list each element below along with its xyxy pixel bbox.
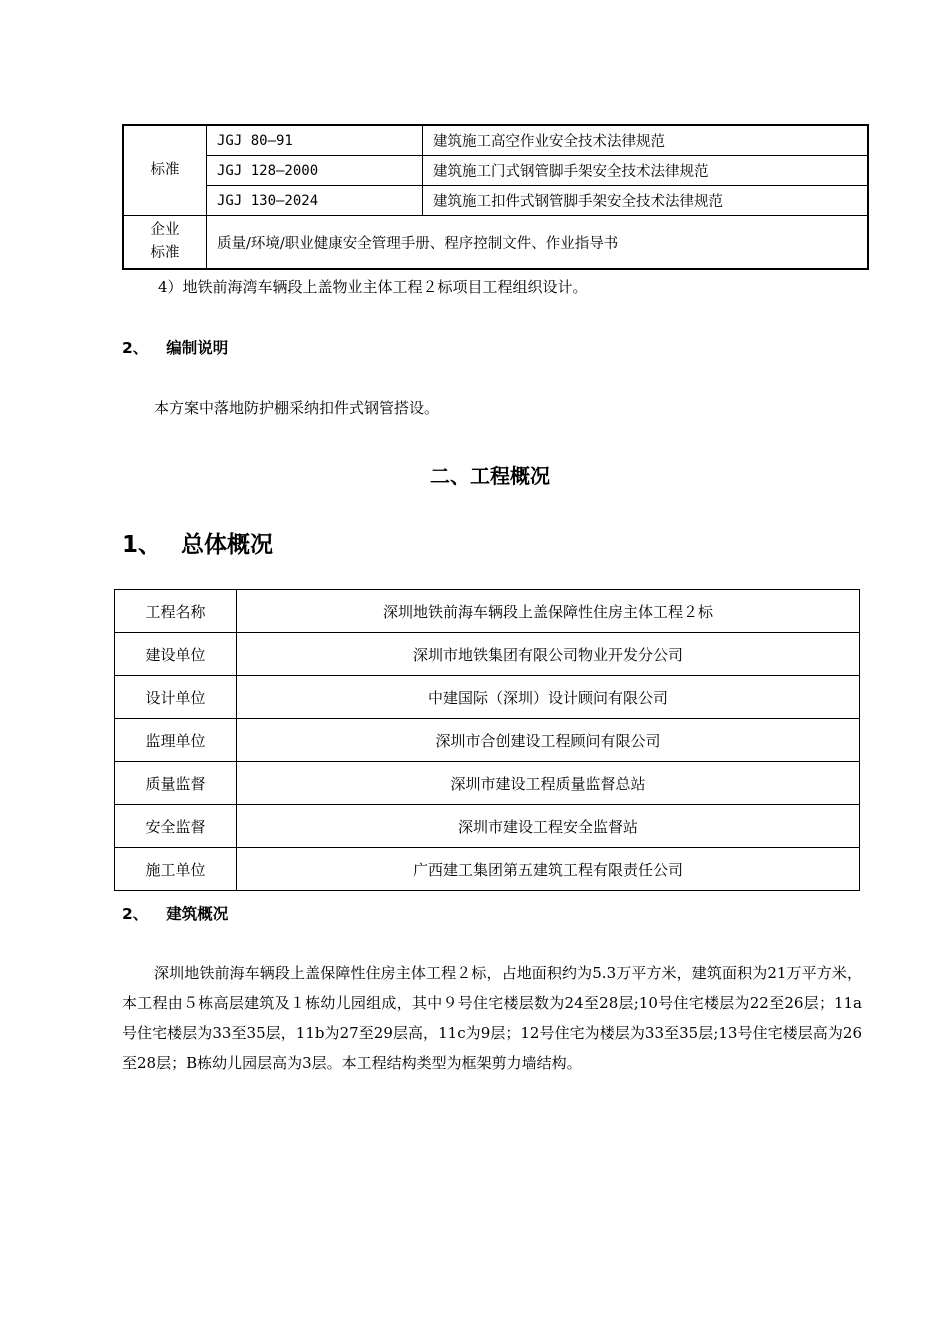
standard-name: 建筑施工扣件式钢管脚手架安全技术法律规范	[423, 186, 869, 216]
overview-value: 深圳市建设工程安全监督站	[237, 805, 860, 848]
table-row	[115, 805, 860, 848]
overview-value: 深圳市地铁集团有限公司物业开发分公司	[237, 633, 860, 676]
subsection-heading	[122, 526, 273, 559]
category-cell: 标准	[123, 125, 207, 216]
table-row	[123, 216, 868, 270]
section-title: 编制说明	[166, 339, 229, 357]
corp-label-line1: 企业	[150, 222, 180, 238]
section-heading	[122, 902, 228, 924]
standard-code: JGJ 80—91	[207, 125, 423, 156]
table-row	[123, 156, 868, 186]
overview-label: 设计单位	[115, 676, 237, 719]
table-row	[123, 125, 868, 156]
overview-value: 深圳市建设工程质量监督总站	[237, 762, 860, 805]
overview-table	[114, 589, 860, 891]
building-overview-text: 深圳地铁前海车辆段上盖保障性住房主体工程２标，占地面积约为5.3万平方米，建筑面积为21万平方米，本工程由５栋高层建筑及１栋幼儿园组成，其中９号住宅楼层数为24至28层;10号住宅楼层为22至26层；11a号住宅楼层为33至35层，11b为27至29层高，11c为9层；12号住宅为楼层为33至35层;13号住宅楼层高为26至28层；B栋幼儿园层高为3层。本工程结构类型为框架剪力墙结构。	[122, 964, 862, 1072]
overview-label: 安全监督	[115, 805, 237, 848]
section-text: 本方案中落地防护棚采纳扣件式钢管搭设。	[154, 399, 440, 417]
standard-name: 建筑施工门式钢管脚手架安全技术法律规范	[423, 156, 869, 186]
table-row	[115, 848, 860, 891]
table-row	[115, 590, 860, 633]
section-number: 2、	[122, 905, 149, 923]
overview-value: 广西建工集团第五建筑工程有限责任公司	[237, 848, 860, 891]
standards-table	[122, 124, 869, 270]
building-overview	[122, 958, 862, 1078]
section-number: 2、	[122, 339, 149, 357]
overview-label: 建设单位	[115, 633, 237, 676]
overview-label: 工程名称	[115, 590, 237, 633]
standard-name: 建筑施工高空作业安全技术法律规范	[423, 125, 869, 156]
corp-standard-text: 质量/环境/职业健康安全管理手册、程序控制文件、作业指导书	[207, 216, 869, 270]
subsection-number: 1、	[122, 532, 162, 558]
overview-label: 监理单位	[115, 719, 237, 762]
subsection-title: 总体概况	[181, 532, 274, 558]
table-row	[115, 633, 860, 676]
table-row	[115, 762, 860, 805]
overview-value: 深圳市合创建设工程顾问有限公司	[237, 719, 860, 762]
table-row	[115, 676, 860, 719]
section-title: 建筑概况	[166, 905, 229, 923]
corp-category-cell	[123, 216, 207, 270]
chapter-title: 二、工程概况	[430, 464, 550, 488]
standard-code: JGJ 130—2024	[207, 186, 423, 216]
overview-label: 施工单位	[115, 848, 237, 891]
overview-label: 质量监督	[115, 762, 237, 805]
section-heading	[122, 336, 228, 358]
table-row	[123, 186, 868, 216]
corp-label-line2: 标准	[150, 245, 180, 261]
overview-value: 深圳地铁前海车辆段上盖保障性住房主体工程２标	[237, 590, 860, 633]
reference-item-4: 4）地铁前海湾车辆段上盖物业主体工程２标项目工程组织设计。	[158, 278, 588, 296]
standard-code: JGJ 128—2000	[207, 156, 423, 186]
table-row	[115, 719, 860, 762]
overview-value: 中建国际（深圳）设计顾问有限公司	[237, 676, 860, 719]
